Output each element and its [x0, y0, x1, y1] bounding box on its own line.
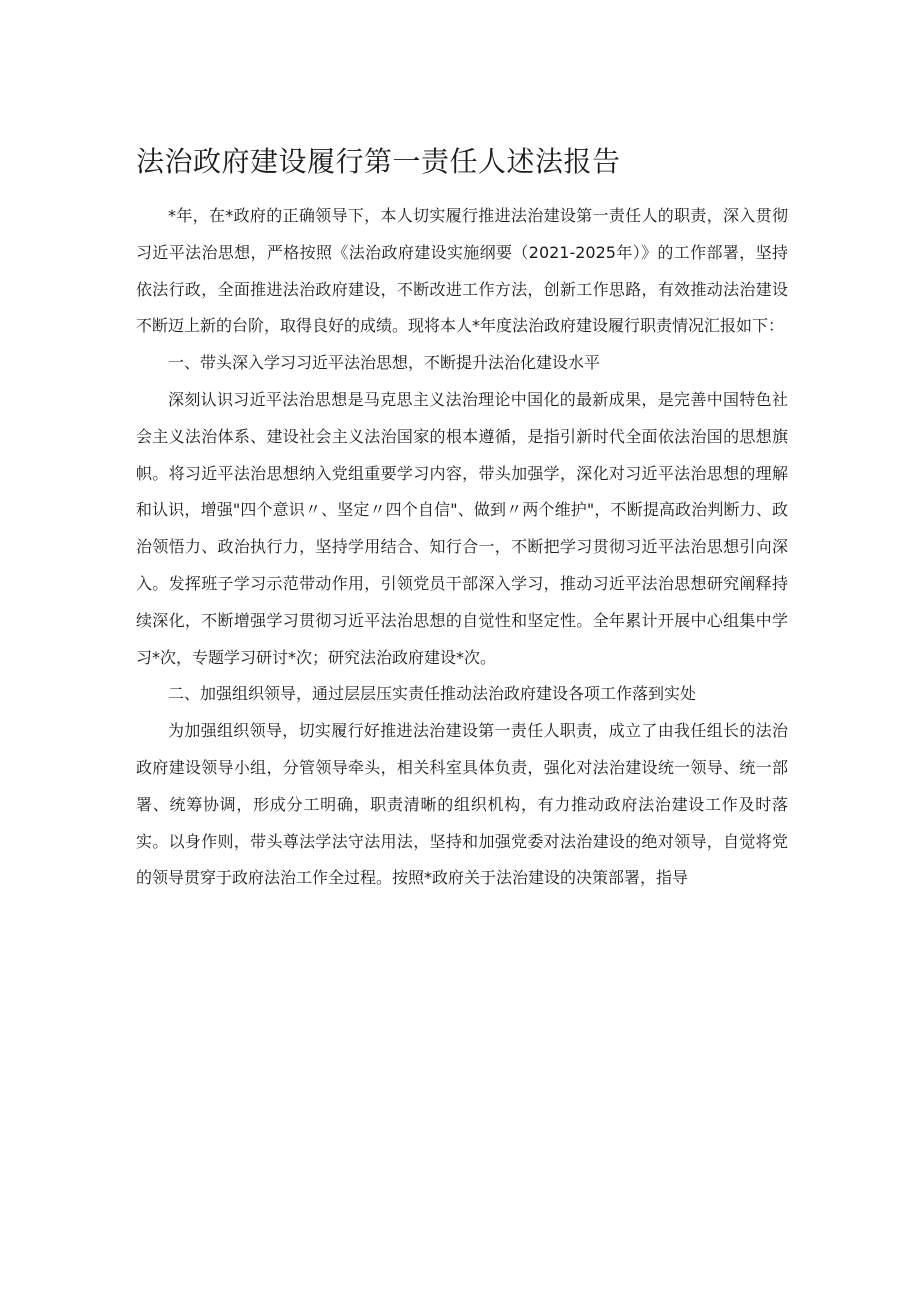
section-2-paragraph: 为加强组织领导，切实履行好推进法治建设第一责任人职责，成立了由我任组长的法治政府建设领导小组，分管领导牵头，相关科室具体负责，强化对法治建设统一领导、统一部署、统筹协调，形成分工明确，职责清晰的组织机构，有力推动政府法治建设工作及时落实。以身作则，带头尊法学法守法用法，坚持和加强党委对法治建设的绝对领导，自觉将党的领导贯穿于政府法治工作全过程。按照*政府关于法治建设的决策部署，指导 [136, 721, 788, 888]
section-1-paragraph: 深刻认识习近平法治思想是马克思主义法治理论中国化的最新成果，是完善中国特色社会主义法治体系、建设社会主义法治国家的根本遵循，是指引新时代全面依法治国的思想旗帜。将习近平法治思想纳入党组重要学习内容，带头加强学，深化对习近平法治思想的理解和认识，增强"四个意识〃、坚定〃四个自信"、做到〃两个维护"，不断提高政治判断力、政治领悟力、政治执行力，坚持学用结合、知行合一，不断把学习贯彻习近平法治思想引向深入。发挥班子学习示范带动作用，引领党员干部深入学习，推动习近平法治思想研究阐释持续深化，不断增强学习贯彻习近平法治思想的自觉性和坚定性。全年累计开展中心组集中学习*次，专题学习研讨*次；研究法治政府建设*次。 [136, 389, 788, 667]
document-page [136, 140, 788, 897]
document-title: 法治政府建设履行第一责任人述法报告 [136, 145, 621, 178]
section-2-heading: 二、加强组织领导，通过层层压实责任推动法治政府建设各项工作落到实处 [168, 684, 697, 704]
intro-paragraph: *年，在*政府的正确领导下，本人切实履行推进法治建设第一责任人的职责，深入贯彻习近平法治思想，严格按照《法治政府建设实施纲要（2021-2025年）》的工作部署，坚持依法行政，全面推进法治政府建设，不断改进工作方法，创新工作思路，有效推动法治建设不断迈上新的台阶，取得良好的成绩。现将本人*年度法治政府建设履行职责情况汇报如下： [136, 206, 788, 336]
section-1-heading: 一、带头深入学习习近平法治思想，不断提升法治化建设水平 [168, 353, 601, 373]
